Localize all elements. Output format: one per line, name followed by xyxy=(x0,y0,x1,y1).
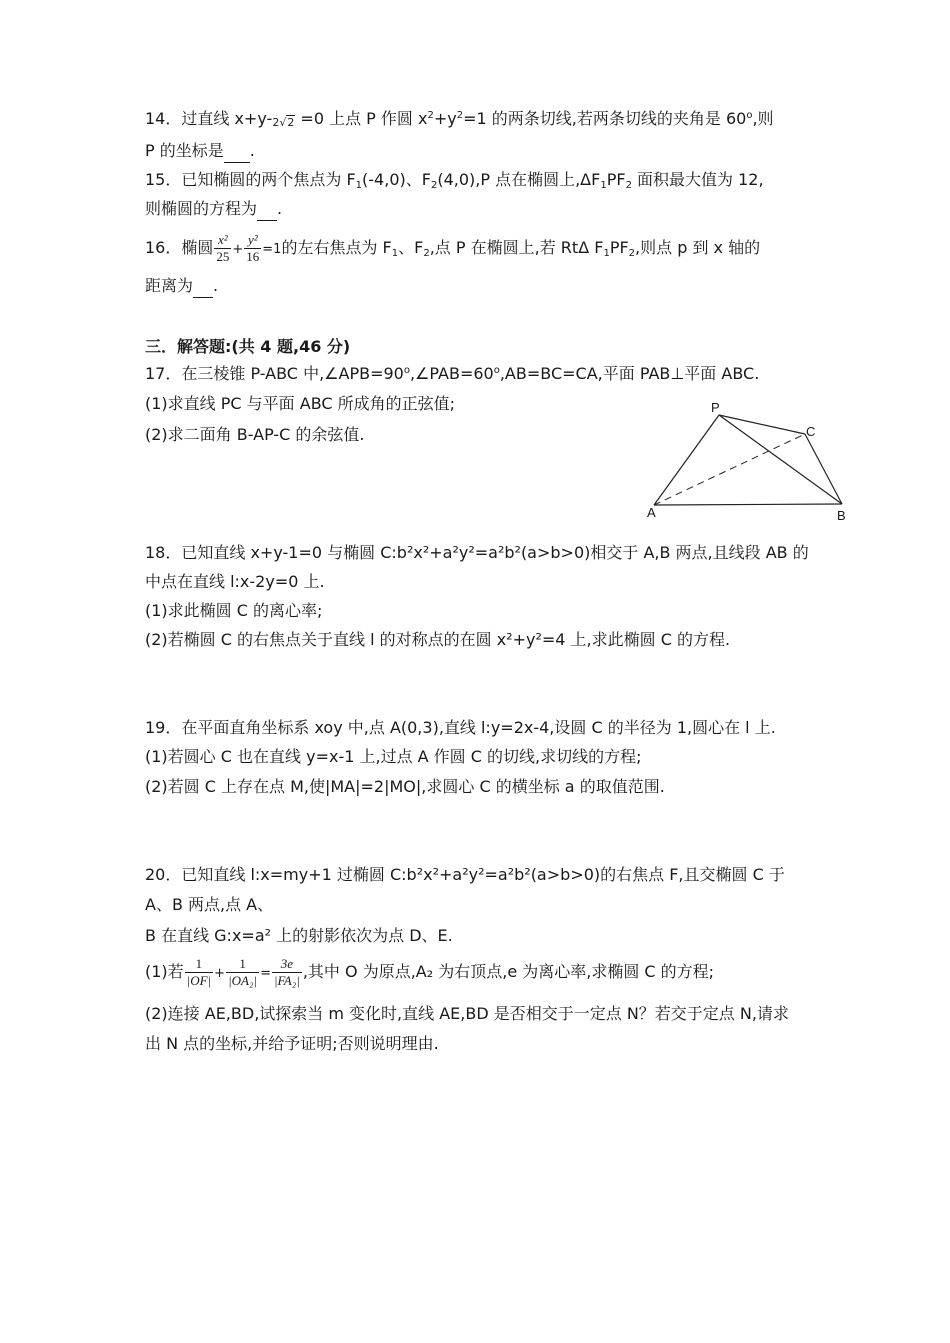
q17-text-c: ,AB=BC=CA,平面 PAB⊥平面 ABC. xyxy=(499,364,760,383)
fraction-x2-25 xyxy=(214,232,231,265)
q15-line2 xyxy=(145,198,282,221)
answer-blank xyxy=(224,140,250,163)
q14-period: . xyxy=(249,141,255,160)
q15-text-c: (4,0),P 点在椭圆上,ΔF xyxy=(437,170,601,189)
vertex-label-C: C xyxy=(806,424,816,439)
pyramid-figure xyxy=(640,400,860,525)
frac-den: |OF| xyxy=(186,973,212,988)
q15-line1: 15．已知椭圆的两个焦点为 $F_1(-4,0)$、$F_2(4,0),P$ 点在椭圆上$,\Delta F_1PF_2$ 面积最大值为 12, xyxy=(145,170,764,191)
q14-number: 14． xyxy=(145,109,182,128)
q19-part1: (1)若圆心 C 也在直线 y=x-1 上,过点 A 作圆 C 的切线,求切线的方程; xyxy=(145,747,642,766)
q16-text-a: 的左右焦点为 F xyxy=(281,238,392,257)
q16-text-d: PF xyxy=(609,238,629,257)
frac-num: 3e xyxy=(280,956,294,971)
frac-num: 1 xyxy=(239,956,246,971)
q15-text-b: (-4,0)、F xyxy=(362,170,431,189)
frac-den: 16 xyxy=(246,249,260,264)
fraction-1-OF xyxy=(185,956,213,989)
q19-line1: 19．在平面直角坐标系 xoy 中,点 A(0,3),直线 l:y=2x-4,设圆 C 的半径为 1,圆心在 l 上. xyxy=(145,718,776,737)
sqrt-expression: 2√2 xyxy=(272,116,295,129)
q20-part1-pre: (1)若 xyxy=(145,962,184,981)
vertex-label-P: P xyxy=(711,400,720,415)
q20-part2-line2: 出 N 点的坐标,并给予证明;否则说明理由. xyxy=(145,1034,439,1053)
q17-line1 xyxy=(145,363,759,385)
degree-mark: o xyxy=(403,365,410,376)
q15-answer-prompt: 则椭圆的方程为 xyxy=(145,199,258,218)
q16-text-c: ,点 P 在椭圆上,若 RtΔ F xyxy=(429,238,604,257)
frac-num: y² xyxy=(247,232,258,247)
equals-one: =1 xyxy=(262,242,282,257)
fraction-3e-FA2 xyxy=(272,956,302,989)
q15-period: . xyxy=(277,199,283,218)
frac-den: |FA₂| xyxy=(273,973,300,988)
degree-mark: o xyxy=(493,365,500,376)
vertex-label-B: B xyxy=(837,508,846,523)
q20-line1: 20．已知直线 l:x=my+1 过椭圆 C:b²x²+a²y²=a²b²(a>b>0)的右焦点 F,且交椭圆 C 于 xyxy=(145,865,785,884)
q20-line2: A、B 两点,点 A、 xyxy=(145,895,274,914)
q16-text-e: ,则点 p 到 x 轴的 xyxy=(635,238,761,257)
q16-text-pre: 16．椭圆 xyxy=(145,238,214,257)
q14-line1: 14．过直线 x+y-2√2 =0 上点 P 作圆 $x^2+y^2=1$ 的两条切线,若两条切线的夹角是 60$^o$,则 xyxy=(145,109,774,129)
q17-text-a: 17．在三棱锥 P-ABC 中,∠APB=90 xyxy=(145,364,404,383)
q14-text-after2: +y xyxy=(433,109,457,128)
q17-part1: (1)求直线 PC 与平面 ABC 所成角的正弦值; xyxy=(145,394,456,413)
q14-text-after: =0 上点 P 作圆 x xyxy=(295,109,428,128)
vertex-label-A: A xyxy=(647,505,656,520)
q20-part1 xyxy=(145,950,714,996)
q19-part2: (2)若圆 C 上存在点 M,使|MA|=2|MO|,求圆心 C 的横坐标 a 的取值范围. xyxy=(145,777,665,796)
answer-blank xyxy=(257,198,277,221)
q16-line2 xyxy=(145,275,218,298)
q20-part1-post: ,其中 O 为原点,A₂ 为右顶点,e 为离心率,求椭圆 C 的方程; xyxy=(302,962,715,981)
edge-AB xyxy=(654,504,842,505)
section-heading: 三．解答题:(共 4 题,46 分) xyxy=(145,337,351,356)
degree-mark: o xyxy=(746,110,753,121)
fraction-y2-16 xyxy=(244,232,261,265)
q15-text-e: 面积最大值为 12, xyxy=(631,170,764,189)
q14-text-end: ,则 xyxy=(752,109,774,128)
q16-text-b: 、F xyxy=(398,238,424,257)
q18-part2: (2)若椭圆 C 的右焦点关于直线 l 的对称点的在圆 x²+y²=4 上,求此椭圆 C 的方程. xyxy=(145,630,731,649)
answer-blank xyxy=(193,275,213,298)
equals-sign: = xyxy=(260,966,271,981)
q14-text: 过直线 x+y- xyxy=(181,109,273,128)
frac-num: 1 xyxy=(195,956,203,971)
fraction-1-OA2 xyxy=(226,956,259,989)
q18-part1: (1)求此椭圆 C 的离心率; xyxy=(145,601,323,620)
q14-answer-prompt: P 的坐标是 xyxy=(145,141,224,160)
q15-text-a: 15．已知椭圆的两个焦点为 F xyxy=(145,170,356,189)
q20-line3: B 在直线 G:x=a² 上的射影依次为点 D、E. xyxy=(145,926,453,945)
plus-sign: + xyxy=(232,242,244,257)
edge-AP xyxy=(654,415,719,505)
q14-text-after3: =1 的两条切线,若两条切线的夹角是 60 xyxy=(463,109,747,128)
q17-part2: (2)求二面角 B-AP-C 的余弦值. xyxy=(145,425,365,444)
plus-sign: + xyxy=(214,966,226,981)
q16-period: . xyxy=(213,276,219,295)
q20-part2-line1: (2)连接 AE,BD,试探索当 m 变化时,直线 AE,BD 是否相交于一定点 N？若交于定点 N,请求 xyxy=(145,1004,789,1023)
edge-CB xyxy=(805,434,842,504)
edge-AC-hidden xyxy=(654,434,805,505)
frac-den: |OA₂| xyxy=(228,973,258,988)
q16-answer-prompt: 距离为 xyxy=(145,276,194,295)
q18-line2: 中点在直线 l:x-2y=0 上. xyxy=(145,572,325,591)
q18-line1: 18．已知直线 x+y-1=0 与椭圆 C:b²x²+a²y²=a²b²(a>b>0)相交于 A,B 两点,且线段 AB 的 xyxy=(145,543,809,562)
q17-text-b: ,∠PAB=60 xyxy=(409,364,494,383)
sqrt-coef: 2 xyxy=(272,116,280,129)
q15-text-d: PF xyxy=(606,170,626,189)
frac-den: 25 xyxy=(216,249,230,264)
q16-line1: 16．椭圆 $\frac{\text{x²}}{25}$ + $\frac{\text{y²}}{16}$ =1的左右焦点为 $F_1$、$F_2$,点 P 在椭圆上,若 RtΔ $F_1PF_2$,则点 p 到 x 轴的 xyxy=(145,232,761,264)
sqrt-radicand: 2 xyxy=(287,116,295,129)
frac-num: x² xyxy=(218,232,228,247)
q14-line2 xyxy=(145,140,255,163)
